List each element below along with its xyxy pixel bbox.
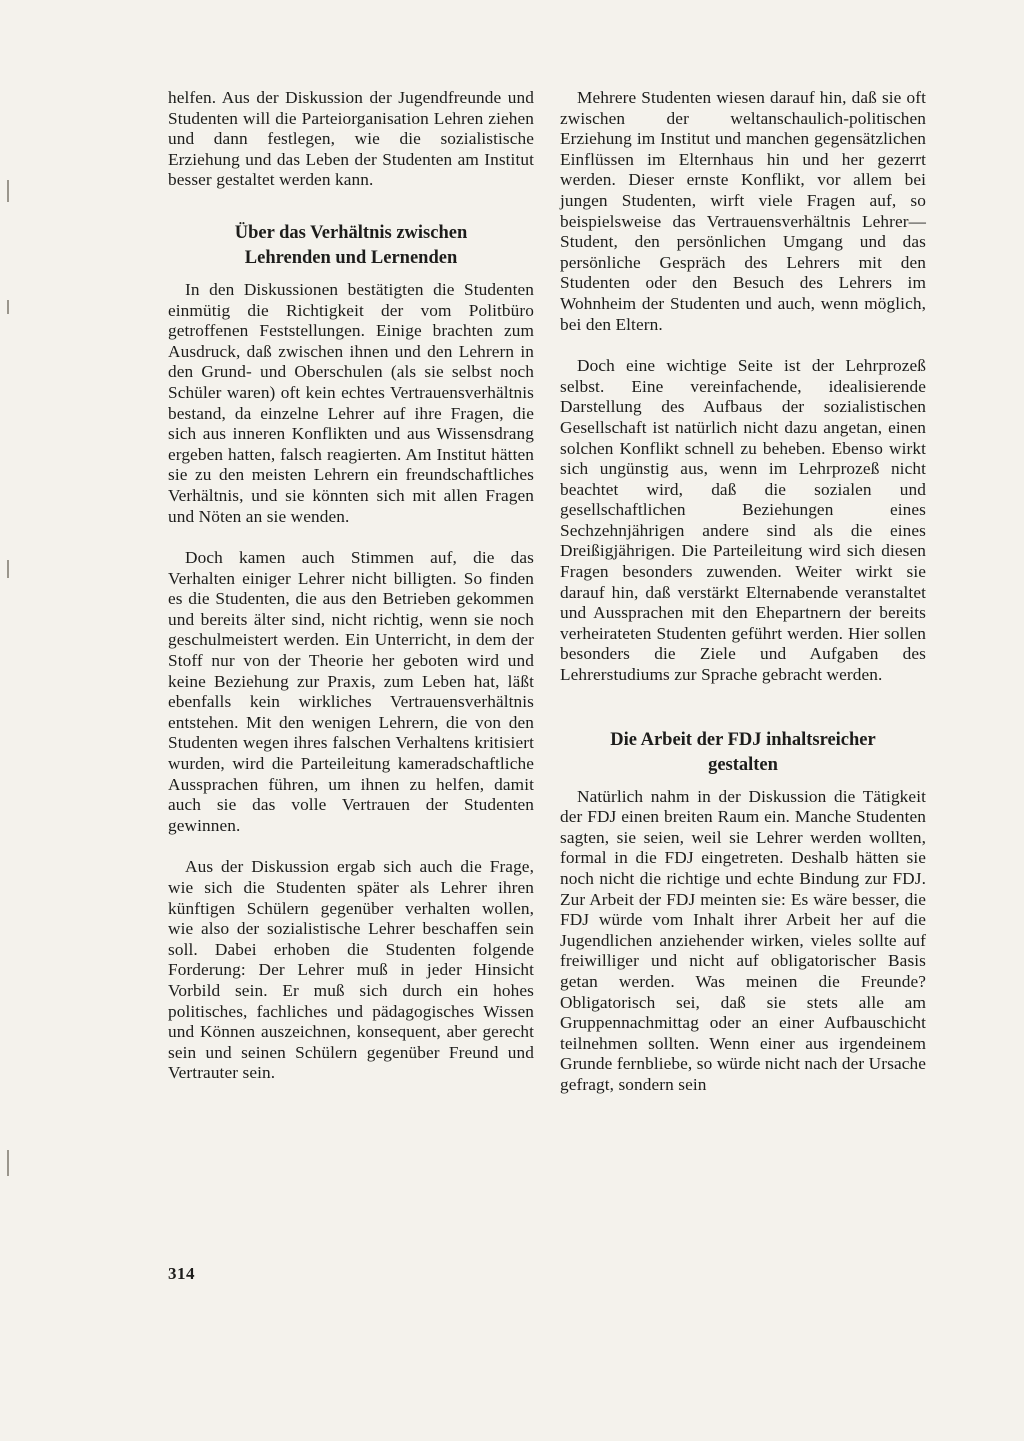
right-column xyxy=(560,88,926,1117)
section-heading xyxy=(560,728,926,778)
left-column xyxy=(168,88,534,1105)
scan-edge-mark xyxy=(7,560,9,578)
heading-line: Die Arbeit der FDJ inhaltsreicher xyxy=(610,729,876,750)
heading-line: Lehrenden und Lernenden xyxy=(244,247,458,268)
scan-edge-mark xyxy=(7,180,9,202)
scan-edge-mark xyxy=(7,1150,9,1176)
paragraph: Aus der Diskussion ergab sich auch die Frage, wie sich die Studenten später als Lehrer ihren künftigen Schülern gegenüber verhalten wollen, wie also der sozialistische Lehrer beschaffen sein soll. Dabei erhoben die Studenten folgende Forderung: Der Lehrer muß in jeder Hinsicht Vorbild sein. Er muß sich durch ein hohes politisches, fachliches und pädagogisches Wissen und Können auszeichnen, konsequent, aber gerecht sein und seinen Schülern gegenüber Freund und Vertrauter sein. xyxy=(168,857,534,1083)
paragraph: Doch kamen auch Stimmen auf, die das Verhalten einiger Lehrer nicht billigten. So finden es die Studenten, die aus den Betrieben gekommen und bereits älter sind, nicht richtig, wenn sie noch geschulmeistert werden. Ein Unterricht, in dem der Stoff nur von der Theorie her geboten wird und keine Beziehung zur Praxis, zum Leben hat, läßt ebenfalls kein wirkliches Vertrauensverhältnis entstehen. Mit den wenigen Lehrern, die von den Studenten wegen ihres falschen Verhaltens kritisiert wurden, wird die Parteileitung kameradschaftliche Aussprachen führen, um ihnen zu helfen, damit auch sie das volle Vertrauen der Studenten gewinnen. xyxy=(168,548,534,835)
paragraph: helfen. Aus der Diskussion der Jugendfreunde und Studenten will die Parteiorganisation Lehren ziehen und dann festlegen, wie die sozialistische Erziehung und das Leben der Studenten am Institut besser gestaltet werden kann. xyxy=(168,88,534,190)
paragraph: Natürlich nahm in der Diskussion die Tätigkeit der FDJ einen breiten Raum ein. Manche Studenten sagten, sie seien, weil sie Lehrer werden wollten, formal in die FDJ eingetreten. Deshalb hätten sie noch nicht die richtige und echte Bindung zur FDJ. Zur Arbeit der FDJ meinten sie: Es wäre besser, die FDJ würde vom Inhalt ihrer Arbeit her auf die Jugendlichen anziehender wirken, vieles sollte auf freiwilliger und nicht auf obligatorischer Basis getan werden. Was meinen die Freunde? Obligatorisch sei, daß sie stets alle am Gruppennachmittag oder an einer Aufbauschicht teilnehmen sollten. Wenn einer aus irgendeinem Grunde fernbliebe, so würde nicht nach der Ursache gefragt, sondern sein xyxy=(560,786,926,1094)
heading-line: gestalten xyxy=(708,754,778,775)
paragraph: In den Diskussionen bestätigten die Studenten einmütig die Richtigkeit der vom Politbüro getroffenen Feststellungen. Einige brachten zum Ausdruck, daß zwischen ihnen und den Lehrern in den Grund- und Oberschulen (als sie selbst noch Schüler waren) oft kein echtes Vertrauensverhältnis bestand, da einzelne Lehrer auf ihre Fragen, die sich aus inneren Konflikten und aus Wissensdrang ergeben hatten, falsch reagierten. Am Institut hätten sie zu den meisten Lehrern ein freundschaftliches Verhältnis, und sie könnten sich mit allen Fragen und Nöten an sie wenden. xyxy=(168,279,534,526)
heading-line: Über das Verhältnis zwischen xyxy=(234,222,468,243)
page-number: 314 xyxy=(168,1264,195,1283)
paragraph: Doch eine wichtige Seite ist der Lehrprozeß selbst. Eine vereinfachende, idealisierende Darstellung des Aufbaus der sozialistischen Gesellschaft ist natürlich nicht dazu angetan, einen solchen Konflikt schnell zu beheben. Ebenso wirkt sich ungünstig aus, wenn im Lehrprozeß nicht beachtet wird, daß die sozialen und gesellschaftlichen Beziehungen eines Sechzehnjährigen andere sind als die eines Dreißigjährigen. Die Parteileitung wird sich diesen Fragen besonders zuwenden. Weiter wirkt sie darauf hin, daß verstärkt Elternabende veranstaltet und Aussprachen mit den Ehepartnern der bereits verheirateten Studenten geführt werden. Hier sollen besonders die Ziele und Aufgaben des Lehrerstudiums zur Sprache gebracht werden. xyxy=(560,356,926,685)
section-heading xyxy=(168,221,534,271)
paragraph: Mehrere Studenten wiesen darauf hin, daß sie oft zwischen der weltanschaulich-politischen Erziehung im Institut und manchen gegensätzlichen Einflüssen im Elternhaus hin und her gezerrt werden. Dieser ernste Konflikt, vor allem bei jungen Studenten, wirft viele Fragen auf, so beispielsweise das Vertrauensverhältnis Lehrer—Student, den persönlichen Umgang und das persönliche Gespräch des Lehrers mit den Studenten oder den Besuch des Lehrers im Wohnheim der Studenten und auch, wenn möglich, bei den Eltern. xyxy=(560,88,926,334)
scan-edge-mark xyxy=(7,300,9,314)
